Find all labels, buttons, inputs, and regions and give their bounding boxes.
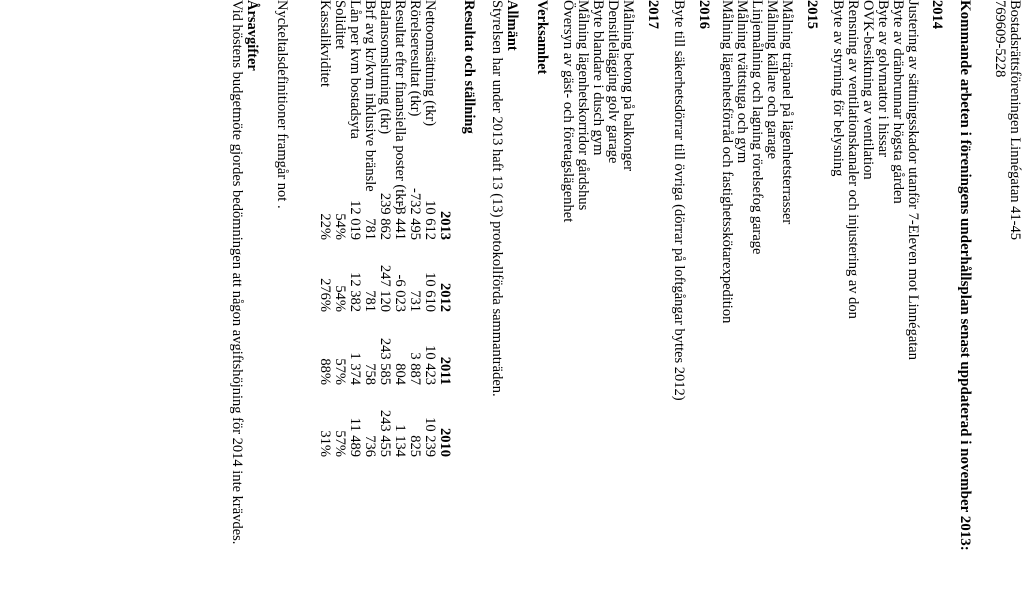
cell-value: 243 585: [377, 337, 393, 385]
verksamhet-heading: Verksamhet: [534, 0, 550, 75]
table-row: [422, 0, 437, 470]
plan-item: Byte till säkerhetsdörrar till övriga (dörrar på loftgångar byttes 2012): [671, 0, 687, 401]
plan-item: Målning källare och garage: [764, 0, 780, 160]
cell-value: 88%: [317, 358, 333, 385]
row-label: Brf avg kr/kvm inklusive bränsle: [362, 0, 378, 192]
cell-value: 276%: [317, 278, 333, 312]
results-heading: Resultat och ställning: [461, 0, 477, 134]
cell-value: 1 134: [392, 424, 408, 457]
column-header-2011: 2011: [437, 356, 453, 385]
table-row: [317, 0, 332, 470]
cell-value: 10 239: [422, 417, 438, 457]
arsavgifter-text: Vid höstens budgetmöte gjordes bedömningen att någon avgiftshöjning för 2014 inte krävdes.: [229, 0, 245, 545]
plan-item: Målning tvättstuga och gym: [734, 0, 750, 164]
year-heading-2016: 2016: [696, 0, 712, 29]
cell-value: 1 374: [347, 352, 363, 385]
cell-value: 243 455: [377, 409, 393, 457]
cell-value: 54%: [332, 213, 348, 240]
cell-value: 804: [392, 363, 408, 385]
cell-value: 11 489: [347, 417, 363, 457]
row-label: Resultat efter finansiella poster (tkr): [392, 0, 408, 211]
cell-value: -6 023: [392, 274, 408, 312]
cell-value: -732 495: [407, 188, 423, 240]
plan-item: Målning lägenhetsförråd och fastighetsskötarexpedition: [719, 0, 735, 324]
cell-value: 825: [407, 435, 423, 457]
plan-item: OVK-besiktning av ventilation: [860, 0, 876, 180]
cell-value: 736: [362, 435, 378, 457]
plan-item: Densitlelägging golv garage: [605, 0, 621, 164]
allmant-text: Styrelsen har under 2013 haft 13 (13) protokollförda sammanträden.: [489, 0, 505, 397]
row-label: Lån per kvm bostadsyta: [347, 0, 363, 139]
row-label: Rörelseresultat (tkr): [407, 0, 423, 117]
plan-item: Justering av sättningsskador utanför 7-Eleven mot Linnégatan: [905, 0, 921, 360]
table-row: [392, 0, 407, 470]
cell-value: 57%: [332, 430, 348, 457]
arsavgifter-heading: Årsavgifter: [244, 0, 260, 71]
cell-value: 10 612: [422, 200, 438, 240]
plan-item: Byte av styrning för belysning: [830, 0, 846, 177]
table-row: [332, 0, 347, 470]
plan-item: Översyn av gäst- och företagslägenhet: [560, 0, 576, 223]
allmant-heading: Allmänt: [504, 0, 520, 51]
row-label: Kassalikviditet: [317, 0, 333, 87]
table-row: [407, 0, 422, 470]
plan-item: Byte av golvmattor i hissar: [875, 0, 891, 158]
cell-value: 731: [407, 290, 423, 312]
cell-value: -3 441: [392, 202, 408, 240]
cell-value: 3 887: [407, 352, 423, 385]
cell-value: 781: [362, 218, 378, 240]
row-label: Nettoomsättning (tkr): [422, 0, 438, 127]
key-ratio-note: Nyckeltalsdefinitioner framgår not .: [274, 0, 290, 209]
cell-value: 247 120: [377, 264, 393, 312]
cell-value: 10 610: [422, 272, 438, 312]
plan-item: Byte av dränbrunnar högsta gården: [890, 0, 906, 204]
org-number: 769609-5228: [992, 0, 1008, 78]
cell-value: 54%: [332, 285, 348, 312]
plan-item: Linjemålning och lagning rörelsefog garage: [749, 0, 765, 255]
cell-value: 781: [362, 290, 378, 312]
cell-value: 31%: [317, 430, 333, 457]
maintenance-plan-heading: Kommande arbeten i föreningens underhållsplan senast uppdaterad i november 2013:: [957, 0, 973, 551]
row-label: Balansomslutning (tkr): [377, 0, 393, 135]
cell-value: 12 382: [347, 272, 363, 312]
plan-item: Målning träpanel på lägenhetsterrasser: [779, 0, 795, 225]
column-header-2013: 2013: [437, 211, 453, 240]
table-row: [377, 0, 392, 470]
cell-value: 239 862: [377, 192, 393, 240]
year-heading-2017: 2017: [645, 0, 661, 29]
table-row: [347, 0, 362, 470]
cell-value: 57%: [332, 358, 348, 385]
row-label: Soliditet: [332, 0, 348, 50]
plan-item: Målning lägenhetskorridor gårdshus: [575, 0, 591, 211]
column-header-2012: 2012: [437, 283, 453, 312]
cell-value: 758: [362, 363, 378, 385]
cell-value: 22%: [317, 213, 333, 240]
plan-item: Rensning av ventilationskanaler och injustering av don: [845, 0, 861, 319]
plan-item: Målning betong på balkonger: [620, 0, 636, 172]
column-header-2010: 2010: [437, 428, 453, 457]
association-name: Bostadsrättsföreningen Linnégatan 41-45: [1007, 0, 1023, 240]
plan-item: Byte blandare i dusch gym: [590, 0, 606, 156]
results-table: [317, 0, 453, 470]
cell-value: 10 423: [422, 345, 438, 385]
table-row: [362, 0, 377, 470]
year-heading-2014: 2014: [929, 0, 945, 29]
results-table-header: [437, 0, 452, 470]
cell-value: 12 019: [347, 200, 363, 240]
year-heading-2015: 2015: [804, 0, 820, 29]
